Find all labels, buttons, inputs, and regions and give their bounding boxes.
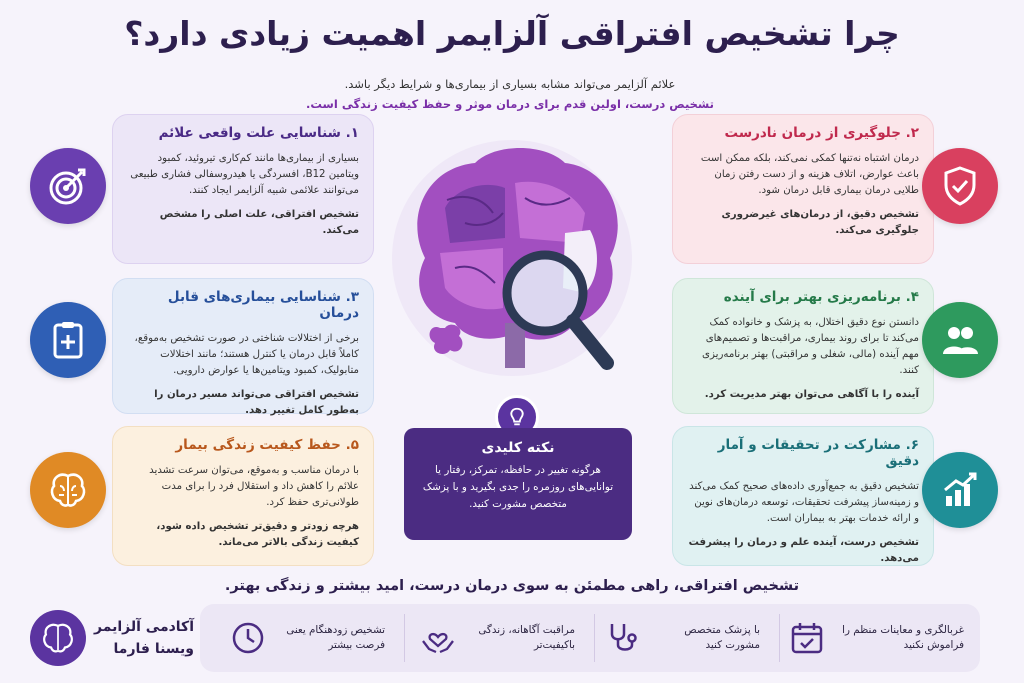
card-title: ۲. جلوگیری از درمان نادرست [724, 125, 919, 141]
brand-logo [24, 606, 194, 670]
target-icon [30, 148, 106, 224]
card-body: با درمان مناسب و به‌موقع، می‌توان سرعت تشدید علائم را کاهش داد و استقلال فرد را برای مدت طولانی‌تری حفظ کرد. [149, 465, 359, 508]
page-title: چرا تشخیص افتراقی آلزایمر اهمیت زیادی دارد؟ [124, 14, 900, 53]
intro-highlight: تشخیص درست، اولین قدم برای درمان موثر و حفظ کیفیت زندگی است. [306, 97, 714, 111]
shield-check-icon [922, 148, 998, 224]
card-body: تشخیص دقیق به جمع‌آوری داده‌های صحیح کمک می‌کند و زمینه‌ساز پیشرفت تحقیقات، توسعه درمان‌های نوین و ارائه خدمات بهتر به بیماران است. [689, 481, 919, 524]
card-emphasis: تشخیص دقیق، از درمان‌های غیرضروری جلوگیری می‌کند. [721, 209, 919, 236]
card-title: ۵. حفظ کیفیت زندگی بیمار [175, 437, 359, 453]
key-note-box [404, 428, 632, 540]
intro-line: علائم آلزایمر می‌تواند مشابه بسیاری از بیماری‌ها و شرایط دیگر باشد. [344, 77, 676, 91]
brand-brain-icon [30, 610, 86, 666]
card-emphasis: تشخیص درست، آینده علم و درمان را پیشرفت می‌دهد. [688, 537, 919, 564]
divider [594, 614, 595, 662]
card-find-cause [112, 114, 374, 264]
card-body: برخی از اختلالات شناختی در صورت تشخیص به‌موقع، کاملاً قابل درمان یا کنترل هستند؛ مانند اختلالات متابولیک، کمبود ویتامین‌ها یا عوارض دارویی. [134, 333, 359, 376]
tip-text: تشخیص زودهنگام یعنی فرصت بیشتر [286, 624, 385, 651]
key-note-body: هرگونه تغییر در حافظه، تمرکز، رفتار یا توانایی‌های روزمره را جدی بگیرید و با پزشک متخصص مشورت کنید. [422, 464, 614, 510]
tips-bar [200, 604, 980, 672]
tip-early [229, 616, 385, 660]
card-emphasis: آینده را با آگاهی می‌توان بهتر مدیریت کرد. [704, 389, 919, 400]
card-emphasis: تشخیص افتراقی می‌تواند مسیر درمان را به‌طور کامل تغییر دهد. [154, 389, 359, 416]
card-avoid-wrong-treatment [672, 114, 934, 264]
tip-text: مراقبت آگاهانه، زندگی باکیفیت‌تر [478, 624, 575, 651]
brain-puzzle-illustration [385, 118, 640, 388]
card-emphasis: تشخیص افتراقی، علت اصلی را مشخص می‌کند. [159, 209, 359, 236]
card-title: ۱. شناسایی علت واقعی علائم [158, 125, 359, 141]
clock-icon [229, 619, 267, 657]
card-body: دانستن نوع دقیق اختلال، به پزشک و خانواده کمک می‌کند تا برای روند بیماری، مراقبت‌ها و تصمیم‌های مهم آینده (مالی، شغلی و مراقبتی) بهتر برنامه‌ریزی کنند. [702, 317, 919, 376]
divider [779, 614, 780, 662]
key-note-title: نکته کلیدی [481, 440, 555, 456]
tip-text: غربالگری و معاینات منظم را فراموش نکنید [842, 624, 964, 651]
brand-line2: ویسنا فارما [113, 641, 194, 657]
brand-line1: آکادمی آلزایمر [93, 619, 194, 635]
card-emphasis: هرچه زودتر و دقیق‌تر تشخیص داده شود، کیفیت زندگی بالاتر می‌ماند. [156, 521, 359, 548]
card-title: ۳. شناسایی بیماری‌های قابل درمان [167, 289, 359, 321]
card-research [672, 426, 934, 566]
card-title: ۶. مشارکت در تحقیقات و آمار دقیق [717, 437, 919, 469]
people-icon [922, 302, 998, 378]
card-body: بسیاری از بیماری‌ها مانند کم‌کاری تیروئید، کمبود ویتامین B12، افسردگی یا هیدروسفالی فشاری طبیعی می‌توانند علائمی شبیه آلزایمر ایجاد کنند. [130, 153, 359, 196]
tip-text: با پزشک متخصص مشورت کنید [684, 624, 760, 651]
growth-chart-icon [922, 452, 998, 528]
tip-screening [788, 616, 964, 660]
stethoscope-icon [604, 619, 642, 657]
card-quality-of-life [112, 426, 374, 566]
tip-consult [604, 616, 760, 660]
clipboard-medical-icon [30, 302, 106, 378]
card-title: ۴. برنامه‌ریزی بهتر برای آینده [723, 289, 919, 305]
card-treatable-diseases [112, 278, 374, 414]
footer-tagline: تشخیص افتراقی، راهی مطمئن به سوی درمان درست، امید بیشتر و زندگی بهتر. [224, 578, 800, 594]
card-body: درمان اشتباه نه‌تنها کمکی نمی‌کند، بلکه ممکن است باعث عوارض، اتلاف هزینه و از دست رفتن زمان طلایی درمان بیماری قابل درمان شود. [700, 153, 919, 196]
divider [404, 614, 405, 662]
card-future-planning [672, 278, 934, 414]
heart-hands-icon [419, 619, 457, 657]
brain-icon [30, 452, 106, 528]
calendar-check-icon [788, 619, 826, 657]
tip-care [419, 616, 575, 660]
